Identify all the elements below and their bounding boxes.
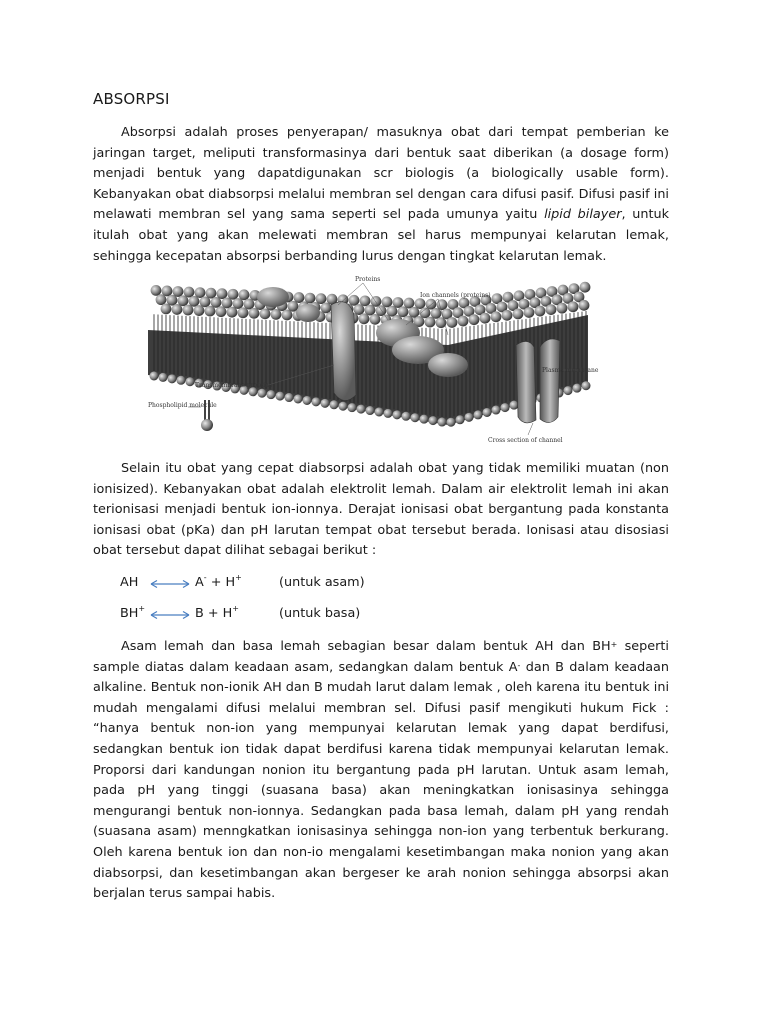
phospholipid-head (456, 415, 465, 424)
p3-sup-b: - (517, 660, 521, 670)
eq-note: (untuk basa) (279, 606, 361, 621)
phospholipid-head (447, 317, 458, 328)
phospholipid-head (168, 374, 177, 383)
phospholipid-head (425, 317, 436, 328)
p3-sup-a: + (610, 640, 618, 649)
phospholipid-head (258, 389, 267, 398)
phospholipid-head (216, 306, 227, 317)
phospholipid-head (580, 282, 591, 293)
label-phospholipid-molecule: Phospholipid molecule (148, 402, 217, 409)
phospholipid-head (474, 410, 483, 419)
surface-protein (428, 353, 468, 377)
p3-text-b: seperti sample diatas dalam keadaan asam, sedangkan dalam bentuk A (93, 639, 669, 675)
phospholipid-head (492, 406, 501, 415)
equilibrium-arrow-icon (148, 608, 192, 622)
phospholipid-head (238, 307, 249, 318)
phospholipid-head (312, 397, 321, 406)
phospholipid-head (501, 403, 510, 412)
label-plasma-membrane: Plasma membrane (542, 367, 599, 374)
phospholipid-head (483, 408, 492, 417)
top-phospholipid-heads (151, 282, 591, 328)
phospholipid-head (502, 310, 513, 321)
p1-italic-term: lipid bilayer (544, 207, 622, 223)
paragraph-absorpsi-definition (93, 123, 669, 267)
paragraph-fick-law (93, 637, 669, 905)
phospholipid-head (194, 305, 205, 316)
phospholipid-head (375, 407, 384, 416)
p1-text-a: Absorpsi adalah proses penyerapan/ masuknya obat dari tempat pemberian ke jaringan target, meliputi transformasinya dari bentuk saat diberikan (a dosage form) menjadi bentuk yang dapatdigunakan scr biologis (a biologically usable form). Kebanyakan obat diabsorpsi melalui membran sel dengan cara difusi pasif. Difusi pasif ini melawati membran sel yang sama seperti sel pada umunya yaitu (93, 125, 669, 223)
eq-right: A- + H+ (195, 573, 242, 590)
phospholipid-head (557, 303, 568, 314)
phospholipid-head (177, 376, 186, 385)
phospholipid-head (186, 377, 195, 386)
phospholipid-head (564, 386, 573, 395)
phospholipid-head (156, 294, 167, 305)
document-heading: ABSORPSI (93, 90, 170, 108)
phospholipid-head (348, 403, 357, 412)
phospholipid-head (151, 285, 162, 296)
phospholipid-head (267, 390, 276, 399)
phospholipid-head (513, 309, 524, 320)
surface-protein (257, 287, 289, 307)
phospholipid-head (469, 314, 480, 325)
label-transmembrane-proteins: Transmembrane proteins (195, 382, 273, 389)
eq-left: AH (120, 575, 139, 590)
phospholipid-head (276, 392, 285, 401)
equilibrium-arrow-icon (148, 577, 192, 591)
phospholipid-head (465, 413, 474, 422)
phospholipid-head (282, 310, 293, 321)
phospholipid-head (227, 307, 238, 318)
equation-acid (120, 575, 420, 597)
phospholipid-head (420, 415, 429, 424)
p3-text-c: dan B dalam keadaan alkaline. Bentuk non-ionik AH dan B mudah larut dalam lemak , oleh karena itu bentuk ini mudah mengalami difusi melalui membran sel. Difusi pasif mengikuti hukum Fick : “hanya bentuk non-ion yang mempunyai kelarutan lemak yang dapat berdifusi, sedangkan bentuk ion tidak dapat berdifusi karena tidak mempunyai kelarutan lemak. Proporsi dari kandungan nonion itu bergantung pada pH larutan. Untuk asam lemah, pada pH yang tinggi (suasana basa) akan meningkatkan ionisasinya sehingga mengurangi bentuk non-ionnya. Sedangkan pada basa lemah, dalam pH yang rendah (suasana asam) menngkatkan ionisasinya sehingga non-ion yang terbentuk berkurang. Oleh karena bentuk ion dan non-io mengalami kesetimbangan maka nonion yang akan diabsorpsi, dan kesetimbangan akan bergeser ke arah nonion sehingga absorpsi akan berjalan terus sampai habis. (93, 659, 669, 902)
label-cross-section: Cross section of channel (488, 437, 563, 444)
phospholipid-head (402, 412, 411, 421)
phospholipid-head (339, 402, 348, 411)
phospholipid-head (568, 301, 579, 312)
phospholipid-head (573, 384, 582, 393)
phospholipid-head (359, 313, 370, 324)
phospholipid-head (357, 405, 366, 414)
phospholipid-head (294, 395, 303, 404)
phospholipid-head (384, 409, 393, 418)
phospholipid-head (429, 416, 438, 425)
phospholipid-head (183, 305, 194, 316)
phospholipid-head (546, 304, 557, 315)
phospholipid-head (524, 307, 535, 318)
phospholipid-head (303, 396, 312, 405)
phospholipid-head (393, 410, 402, 419)
phospholipid-head (366, 406, 375, 415)
eq-right: B + H+ (195, 604, 239, 621)
phospholipid-head (205, 306, 216, 317)
transmembrane-protein (331, 302, 356, 401)
equation-base (120, 606, 420, 628)
eq-left: BH+ (120, 604, 146, 621)
phospholipid-head (330, 400, 339, 409)
phospholipid-head (249, 308, 260, 319)
phospholipid-head (260, 308, 271, 319)
phospholipid-head (582, 381, 591, 390)
phospholipid-head (579, 300, 590, 311)
phospholipid-head (491, 311, 502, 322)
phospholipid-head (438, 418, 447, 427)
paragraph-ionization: Selain itu obat yang cepat diabsorpsi adalah obat yang tidak memiliki muatan (non ionisized). Kebanyakan obat adalah elektrolit lemah. Dalam air elektrolit lemah ini akan terionisasi menjadi bentuk ion-ionnya. Derajat ionisasi obat bergantung pada konstanta ionisasi obat (pKa) dan pH larutan tempat obat tersebut berada. Ionisasi atau disosiasi obat tersebut dapat dilihat sebagai berikut : (93, 461, 669, 559)
cell-membrane-figure (148, 275, 599, 445)
ion-channel-left (516, 341, 536, 422)
cell-membrane-illustration (148, 275, 599, 445)
phospholipid-head (447, 418, 456, 427)
phospholipid-head (150, 371, 159, 380)
phospholipid-head (510, 401, 519, 410)
phospholipid-head (480, 313, 491, 324)
phospholipid-head (370, 314, 381, 325)
phospholipid-head (172, 304, 183, 315)
eq-note: (untuk asam) (279, 575, 365, 590)
phospholipid-head (535, 306, 546, 317)
label-ion-channels: Ion channels (proteins) (420, 292, 491, 299)
phospholipid-head (458, 316, 469, 327)
ion-channel-right (540, 339, 560, 423)
phospholipid-head (271, 309, 282, 320)
phospholipid-head (285, 393, 294, 402)
p1-text-b: , untuk itulah obat yang akan melewati membran sel harus mempunyai kelarutan lemak, sehingga kecepatan absorpsi berbanding lurus dengan tingkat kelarutan lemak. (93, 207, 669, 264)
phospholipid-head (411, 413, 420, 422)
phospholipid-head (161, 304, 172, 315)
phospholipid-head (159, 373, 168, 382)
p3-text-a: Asam lemah dan basa lemah sebagian besar dalam bentuk AH dan BH (121, 639, 611, 654)
phospholipid-head (321, 399, 330, 408)
label-proteins: Proteins (355, 276, 381, 283)
phospholipid-head (201, 419, 213, 431)
surface-protein (296, 304, 320, 322)
